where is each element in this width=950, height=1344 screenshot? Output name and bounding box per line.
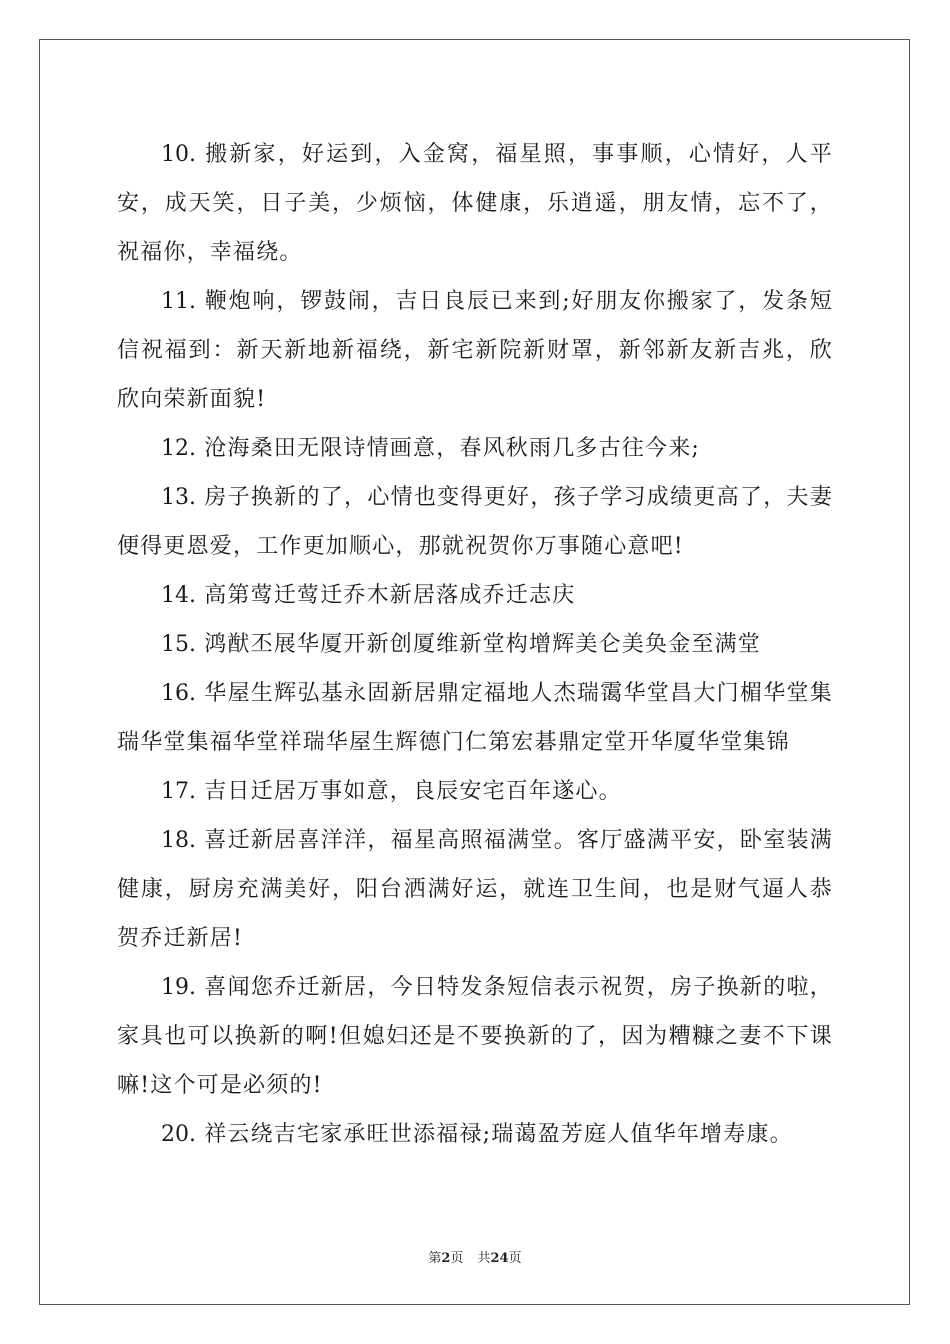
list-item <box>117 963 833 1110</box>
item-number: 16. <box>161 681 196 706</box>
list-item <box>117 424 833 473</box>
total-unit: 页 <box>508 1251 522 1266</box>
item-number: 13. <box>161 485 196 510</box>
item-text: 喜闻您乔迁新居，今日特发条短信表示祝贺，房子换新的啦，家具也可以换新的啊!但媳妇还是不要换新的了，因为糟糠之妻不下课嘛!这个可是必须的! <box>117 975 834 1098</box>
total-prefix: 共 <box>477 1251 491 1266</box>
page-total-label <box>477 1251 521 1266</box>
item-text: 搬新家，好运到，入金窝，福星照，事事顺，心情好，人平安，成天笑，日子美，少烦恼，体健康，乐逍遥，朋友情，忘不了，祝福你，幸福绕。 <box>117 142 833 265</box>
page-number-label <box>428 1251 463 1266</box>
item-text: 华屋生辉弘基永固新居鼎定福地人杰瑞霭华堂昌大门楣华堂集瑞华堂集福华堂祥瑞华屋生辉德门仁第宏碁鼎定堂开华厦华堂集锦 <box>117 681 834 755</box>
list-item <box>117 473 833 571</box>
item-text: 沧海桑田无限诗情画意，春风秋雨几多古往今来; <box>204 436 701 461</box>
page-current: 2 <box>441 1251 451 1266</box>
document-body <box>117 130 833 1159</box>
item-text: 喜迁新居喜洋洋，福星高照福满堂。客厅盛满平安，卧室装满健康，厨房充满美好，阳台洒满好运，就连卫生间，也是财气逼人恭贺乔迁新居! <box>117 828 834 951</box>
item-number: 14. <box>161 583 196 608</box>
item-number: 11. <box>161 289 196 314</box>
list-item <box>117 669 833 767</box>
item-number: 18. <box>161 828 196 853</box>
list-item <box>117 277 833 424</box>
list-item <box>117 620 833 669</box>
page-total: 24 <box>490 1251 509 1266</box>
item-number: 12. <box>161 436 196 461</box>
list-item <box>117 571 833 620</box>
page-prefix: 第 <box>428 1251 442 1266</box>
item-text: 吉日迁居万事如意，良辰安宅百年遂心。 <box>204 779 622 804</box>
item-text: 房子换新的了，心情也变得更好，孩子学习成绩更高了，夫妻便得更恩爱，工作更加顺心，那就祝贺你万事随心意吧! <box>117 485 834 559</box>
item-number: 10. <box>161 142 196 167</box>
item-number: 19. <box>161 975 196 1000</box>
item-text: 祥云绕吉宅家承旺世添福禄;瑞蔼盈芳庭人值华年增寿康。 <box>204 1122 793 1147</box>
item-text: 鸿猷丕展华厦开新创厦维新堂构增辉美仑美奂金至满堂 <box>204 632 762 657</box>
list-item <box>117 1110 833 1159</box>
page-footer <box>0 1247 950 1266</box>
page-unit: 页 <box>450 1251 464 1266</box>
list-item <box>117 816 833 963</box>
item-number: 20. <box>161 1122 196 1147</box>
item-text: 鞭炮响，锣鼓闹，吉日良辰已来到;好朋友你搬家了，发条短信祝福到：新天新地新福绕，新宅新院新财罩，新邻新友新吉兆，欣欣向荣新面貌! <box>117 289 833 412</box>
list-item <box>117 130 833 277</box>
item-text: 高第莺迁莺迁乔木新居落成乔迁志庆 <box>204 583 576 608</box>
list-item <box>117 767 833 816</box>
item-number: 15. <box>161 632 196 657</box>
item-number: 17. <box>161 779 196 804</box>
